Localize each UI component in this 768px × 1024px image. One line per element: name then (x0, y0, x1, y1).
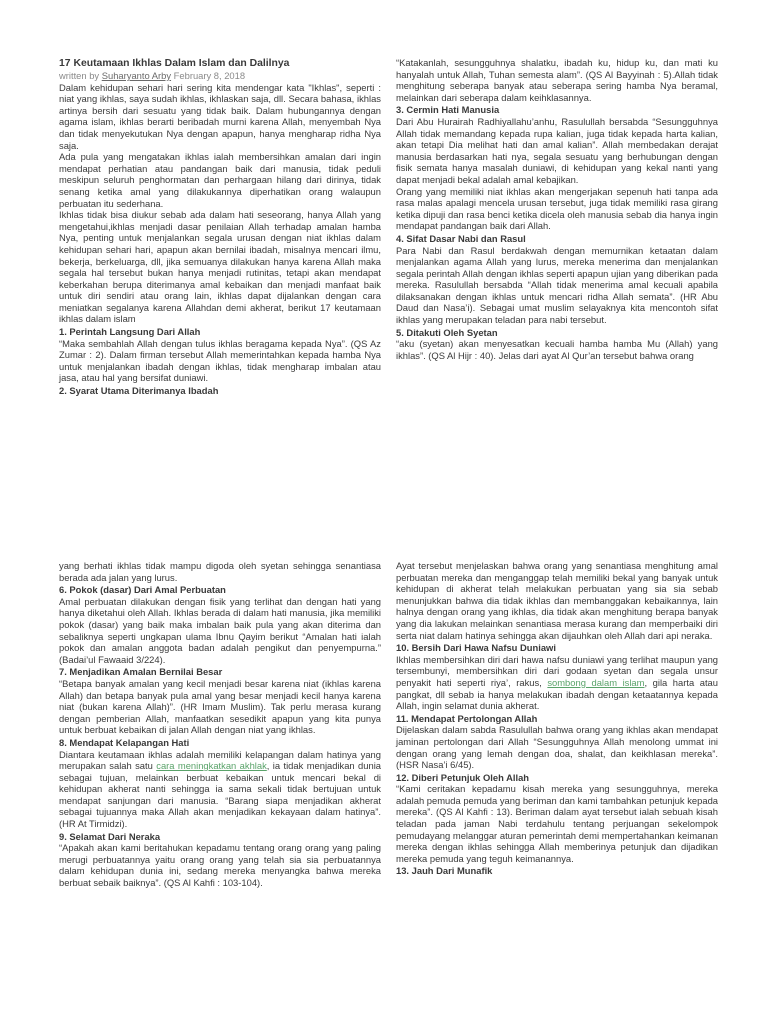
paragraph-text: Ayat tersebut menjelaskan bahwa orang yang senantiasa menghitung amal perbuatan mereka dan menganggap telah memiliki bekal yang banyak untuk kehidupan di akherat telah melakukan perbuatan yang sia sia sebab menunjukkan bahwa dia tidak ikhlas dan membanggakan kebaikannya, lain halnya dengan orang yang ikhlas, dia tidak akan menghitung berapa banyak yang dia lakukan melainkan senantiasa merasa kurang dan memperbaiki diri serta niat dalam hatinya sehingga akan dijauhkan oleh Allah dari api neraka. (396, 560, 718, 641)
paragraph-text: Ikhlas membersihkan diri dari hawa nafsu duniawi yang terlihat maupun yang tersembunyi, membersihkan diri dari godaan syetan dan segala unsur penyakit hati seperti riya’, rakus, (396, 653, 718, 688)
body-paragraph (396, 560, 718, 641)
body-paragraph (396, 245, 718, 326)
paragraph-text: “Maka sembahlah Allah dengan tulus ikhlas beragama kepada Nya”. (QS Az Zumar : 2). Dalam firman tersebut Allah memerintahkan kepada hamba Nya untuk menjalankan ibadah dengan ikhlas, tidak mengharap imbalan atau jasa, atau hal yang bersifat duniawi. (59, 337, 381, 384)
byline-prefix: written by (59, 70, 100, 81)
paragraph-text: “Apakah akan kami beritahukan kepadamu tentang orang orang yang paling merugi perbuatannya yaitu orang orang yang telah sia sia perbuatannya dalam kehidupan dunia ini, sedang mereka menyangka bahwa mereka berbuat sebaik baiknya”. (QS Al Kahfi : 103-104). (59, 842, 381, 889)
body-paragraph (59, 338, 381, 384)
section-heading: 11. Mendapat Pertolongan Allah (396, 712, 538, 724)
body-paragraph (59, 560, 381, 583)
paragraph-text: Dijelaskan dalam sabda Rasulullah bahwa orang yang ikhlas akan mendapat jaminan pertolongan dari Allah “Sesungguhnya Allah menolong ummat ini dengan orang yang lemah dengan doa, shalat, dan keikhlasan mereka”. (HSR Nasa’i 6/45). (396, 724, 718, 771)
section-heading: 5. Ditakuti Oleh Syetan (396, 326, 498, 338)
page-1-left-content (59, 82, 381, 397)
paragraph-text: Dalam kehidupan sehari hari sering kita mendengar kata "Ikhlas", seperti : niat yang ikhlas, saya sudah ikhlas, ikhlaskan saja, dll. Secara bahasa, ikhlas artinya bersih dari sesuatu yang tidak baik. Dalam hubungannya dengan agama islam, ikhlas berarti beribadah murni karena Allah, menyembah Nya dan tidak menyekutukan Nya dengan apapun, hanya mengharap ridha Nya saja. (59, 81, 381, 151)
section-heading: 13. Jauh Dari Munafik (396, 865, 493, 877)
paragraph-text: Para Nabi dan Rasul berdakwah dengan memurnikan ketaatan dalam menjalankan agama Allah yang lurus, mereka menerima dan menjalankan segala perintah Allah dengan ikhlas seperti apapun ujian yang diberikan pada mereka. Rasulullah bersabda “Allah tidak menerima amal kecuali apabila dilaksanakan dengan ikhlas untuk mencari ridha Allah semata”. (HR Abu Daud dan Nasa’i). Sebagai umat muslim selayaknya kita mencontoh sifat ikhlas yang merupakan teladan para nabi tersebut. (396, 244, 718, 326)
paragraph-text: “Betapa banyak amalan yang kecil menjadi besar karena niat (ikhlas karena Allah) dan betapa banyak pula amal yang besar menjadi kecil hanya karena niat (bukan karena Allah)”. (HR Imam Muslim). Tak perlu merasa kurang dengan pemberian Allah, manfaatkan sesedikit apapun yang kita punya untuk berbuat kebaikan di jalan Allah dengan niat yang ikhlas. (59, 677, 381, 736)
paragraph-text: “Katakanlah, sesungguhnya shalatku, ibadah ku, hidup ku, dan mati ku hanyalah untuk Allah, Tuhan semesta alam”. (QS Al Bayyinah : 5).Allah tidak menghitung seberapa banyak atau seberapa sering hamba Nya beramal, melainkan dari seberapa dalam keihklasannya. (396, 57, 718, 103)
paragraph-text: , ia tidak menjadikan dunia sebagai tujuan, melainkan berbuat kebaikan untuk mencari bekal di kehidupan akherat nanti sehingga ia sama sekali tidak bertujuan untuk mendapat sanjungan dari manusia. “Barang siapa menjadikan akherat sebagai tujuannya maka Allah akan menjadikan kekayaan dalam hatinya”. (HR At Tirmidzi). (59, 760, 381, 830)
page-1-right-content (396, 57, 718, 361)
author-link[interactable]: Suharyanto Arby (101, 70, 172, 81)
paragraph-text: yang berhati ikhlas tidak mampu digoda oleh syetan sehingga senantiasa berada ada jalan yang lurus. (59, 560, 381, 583)
section-heading: 2. Syarat Utama Diterimanya Ibadah (59, 385, 219, 397)
paragraph-text: Ikhlas tidak bisa diukur sebab ada dalam hati seseorang, hanya Allah yang mengetahui,ikhlas menjadi dasar penilaian Allah terhadap amalan hamba Nya, penting untuk menjalankan segala urusan dengan niat ikhlas dalam kehidupan sehari hari, apapun akan bernilai ibadah, misalnya mencari ilmu, bekerja, berkeluarga, dll, jika semuanya dilakukan hanya karena Allah maka segala hal tersebut bukan hanya menjadi rutinitas, tetapi akan mendapat keberkahan berupa diterimanya amal kebaikan dan menjadi manfaat baik untuk diri sendiri atau orang lain, ikhlas dapat dijalankan dengan cara meniatkan segalanya karena Allahdan demi akherat, berikut 17 keutamaan ikhlas dalam islam (59, 209, 381, 325)
page-2-left-content (59, 560, 381, 889)
body-paragraph (396, 116, 718, 186)
document-page-1 (0, 0, 768, 500)
inline-link[interactable]: cara meningkatkan akhlak (156, 760, 267, 772)
paragraph-text: “aku (syetan) akan menyesatkan kecuali hamba hamba Mu (Allah) yang ikhlas”. (QS Al Hijr : 40). Jelas dari ayat Al Qur’an tersebut bahwa orang (396, 338, 718, 361)
page-gap (0, 500, 768, 548)
inline-link[interactable]: sombong dalam islam (547, 676, 645, 688)
body-paragraph (59, 82, 381, 152)
paragraph-text: “Kami ceritakan kepadamu kisah mereka yang sesungguhnya, mereka adalah pemuda pemuda yang beriman dan kami tambahkan petunjuk kepada mereka”. (QS Al Kahfi : 13). Beriman dalam ayat tersebut ialah sebuah kisah teladan pada jaman Nabi terdahulu tentang perjuangan sekelompok pemudayang melanggar aturan pemerintah demi mempertahankan keimanan mereka dengan ikhlas sehingga Allah memberinya petunjuk dan dijadikan mereka pemuda yang teguh keimanannya. (396, 783, 718, 864)
article-title: 17 Keutamaan Ikhlas Dalam Islam dan Dalilnya (59, 58, 290, 69)
body-paragraph (396, 186, 718, 232)
section-heading: 4. Sifat Dasar Nabi dan Rasul (396, 232, 526, 244)
body-paragraph (59, 209, 381, 325)
page-1-left-column (59, 57, 381, 397)
body-paragraph (59, 842, 381, 888)
paragraph-text: Ada pula yang mengatakan ikhlas ialah membersihkan amalan dari ingin mendapat perhatian atau pandangan baik dari manusia, tidak peduli meskipun seluruh penghormatan dan perhargaan hilang dari dirinya, tidak senang ketika amal yang dilakukannya diperhatikan orang walaupun perbuatan itu sederhana. (59, 151, 381, 209)
document-page-2 (0, 548, 768, 1024)
section-heading: 10. Bersih Dari Hawa Nafsu Duniawi (396, 642, 556, 654)
body-paragraph (59, 749, 381, 830)
body-paragraph (59, 596, 381, 666)
paragraph-text: , gila harta atau pangkat, dll sebab ia hanya melakukan ibadah dengan ketaatannya kepada Allah, ingin selamat dunia akherat. (396, 676, 718, 712)
paragraph-text: Amal perbuatan dilakukan dengan fisik yang terlihat dan dengan hati yang hanya diketahui oleh Allah. Ikhlas berada di dalam hati manusia, jika memiliki pokok (dasar) yang baik maka imbalan baik pula yang akan diterima dan sebaliknya seperti ungkapan ulama Ibnu Qayim berikut “Amalan hati ialah pokok dan amalan anggota badan adalah pengikut dan penyempurna.” (Badai’ul Fawaaid 3/224). (59, 595, 381, 665)
body-paragraph (396, 57, 718, 103)
body-paragraph (396, 338, 718, 361)
section-heading: 9. Selamat Dari Neraka (59, 830, 161, 842)
paragraph-text: Diantara keutamaan ikhlas adalah memiliki kelapangan dalam hatinya yang merupakan salah satu (59, 748, 381, 772)
page-1-right-column (396, 57, 718, 361)
section-heading: 7. Menjadikan Amalan Bernilai Besar (59, 666, 223, 678)
body-paragraph (59, 678, 381, 736)
article-date: February 8, 2018 (173, 70, 246, 81)
section-heading: 8. Mendapat Kelapangan Hati (59, 736, 190, 748)
body-paragraph (396, 724, 718, 770)
paragraph-text: Dari Abu Hurairah Radhiyallahu’anhu, Rasulullah bersabda “Sesungguhnya Allah tidak memandang kepada rupa kalian, juga tidak kepada harta kalian, akan tetapi Dia melihat hati dan amal kalian”. Allah membedakan derajat manusia berdasarkan hati nya, segala sesuatu yang berhubungan dengan fisik semata hanya masalah duniawi, di kehidupan yang kekal nanti yang dapat menjadi bekal adalah amal kebajikan. (396, 115, 718, 185)
body-paragraph (396, 654, 718, 712)
page-2-right-column (396, 560, 718, 877)
paragraph-text: Orang yang memiliki niat ikhlas akan mengerjakan sepenuh hati tanpa ada rasa malas apalagi mencela urusan tersebut, juga tidak memiliki rasa girang ketika dipuji dan rasa benci ketika dicela oleh manusia sebab dia hanya ingin mendapat pandangan baik dari Allah. (396, 185, 718, 232)
page-2-left-column (59, 560, 381, 889)
page-2-right-content (396, 560, 718, 877)
body-paragraph (59, 151, 381, 209)
section-heading: 12. Diberi Petunjuk Oleh Allah (396, 771, 530, 783)
article-byline (59, 70, 381, 82)
section-heading: 3. Cermin Hati Manusia (396, 104, 500, 116)
body-paragraph (396, 783, 718, 864)
section-heading: 6. Pokok (dasar) Dari Amal Perbuatan (59, 584, 226, 596)
section-heading: 1. Perintah Langsung Dari Allah (59, 326, 201, 338)
